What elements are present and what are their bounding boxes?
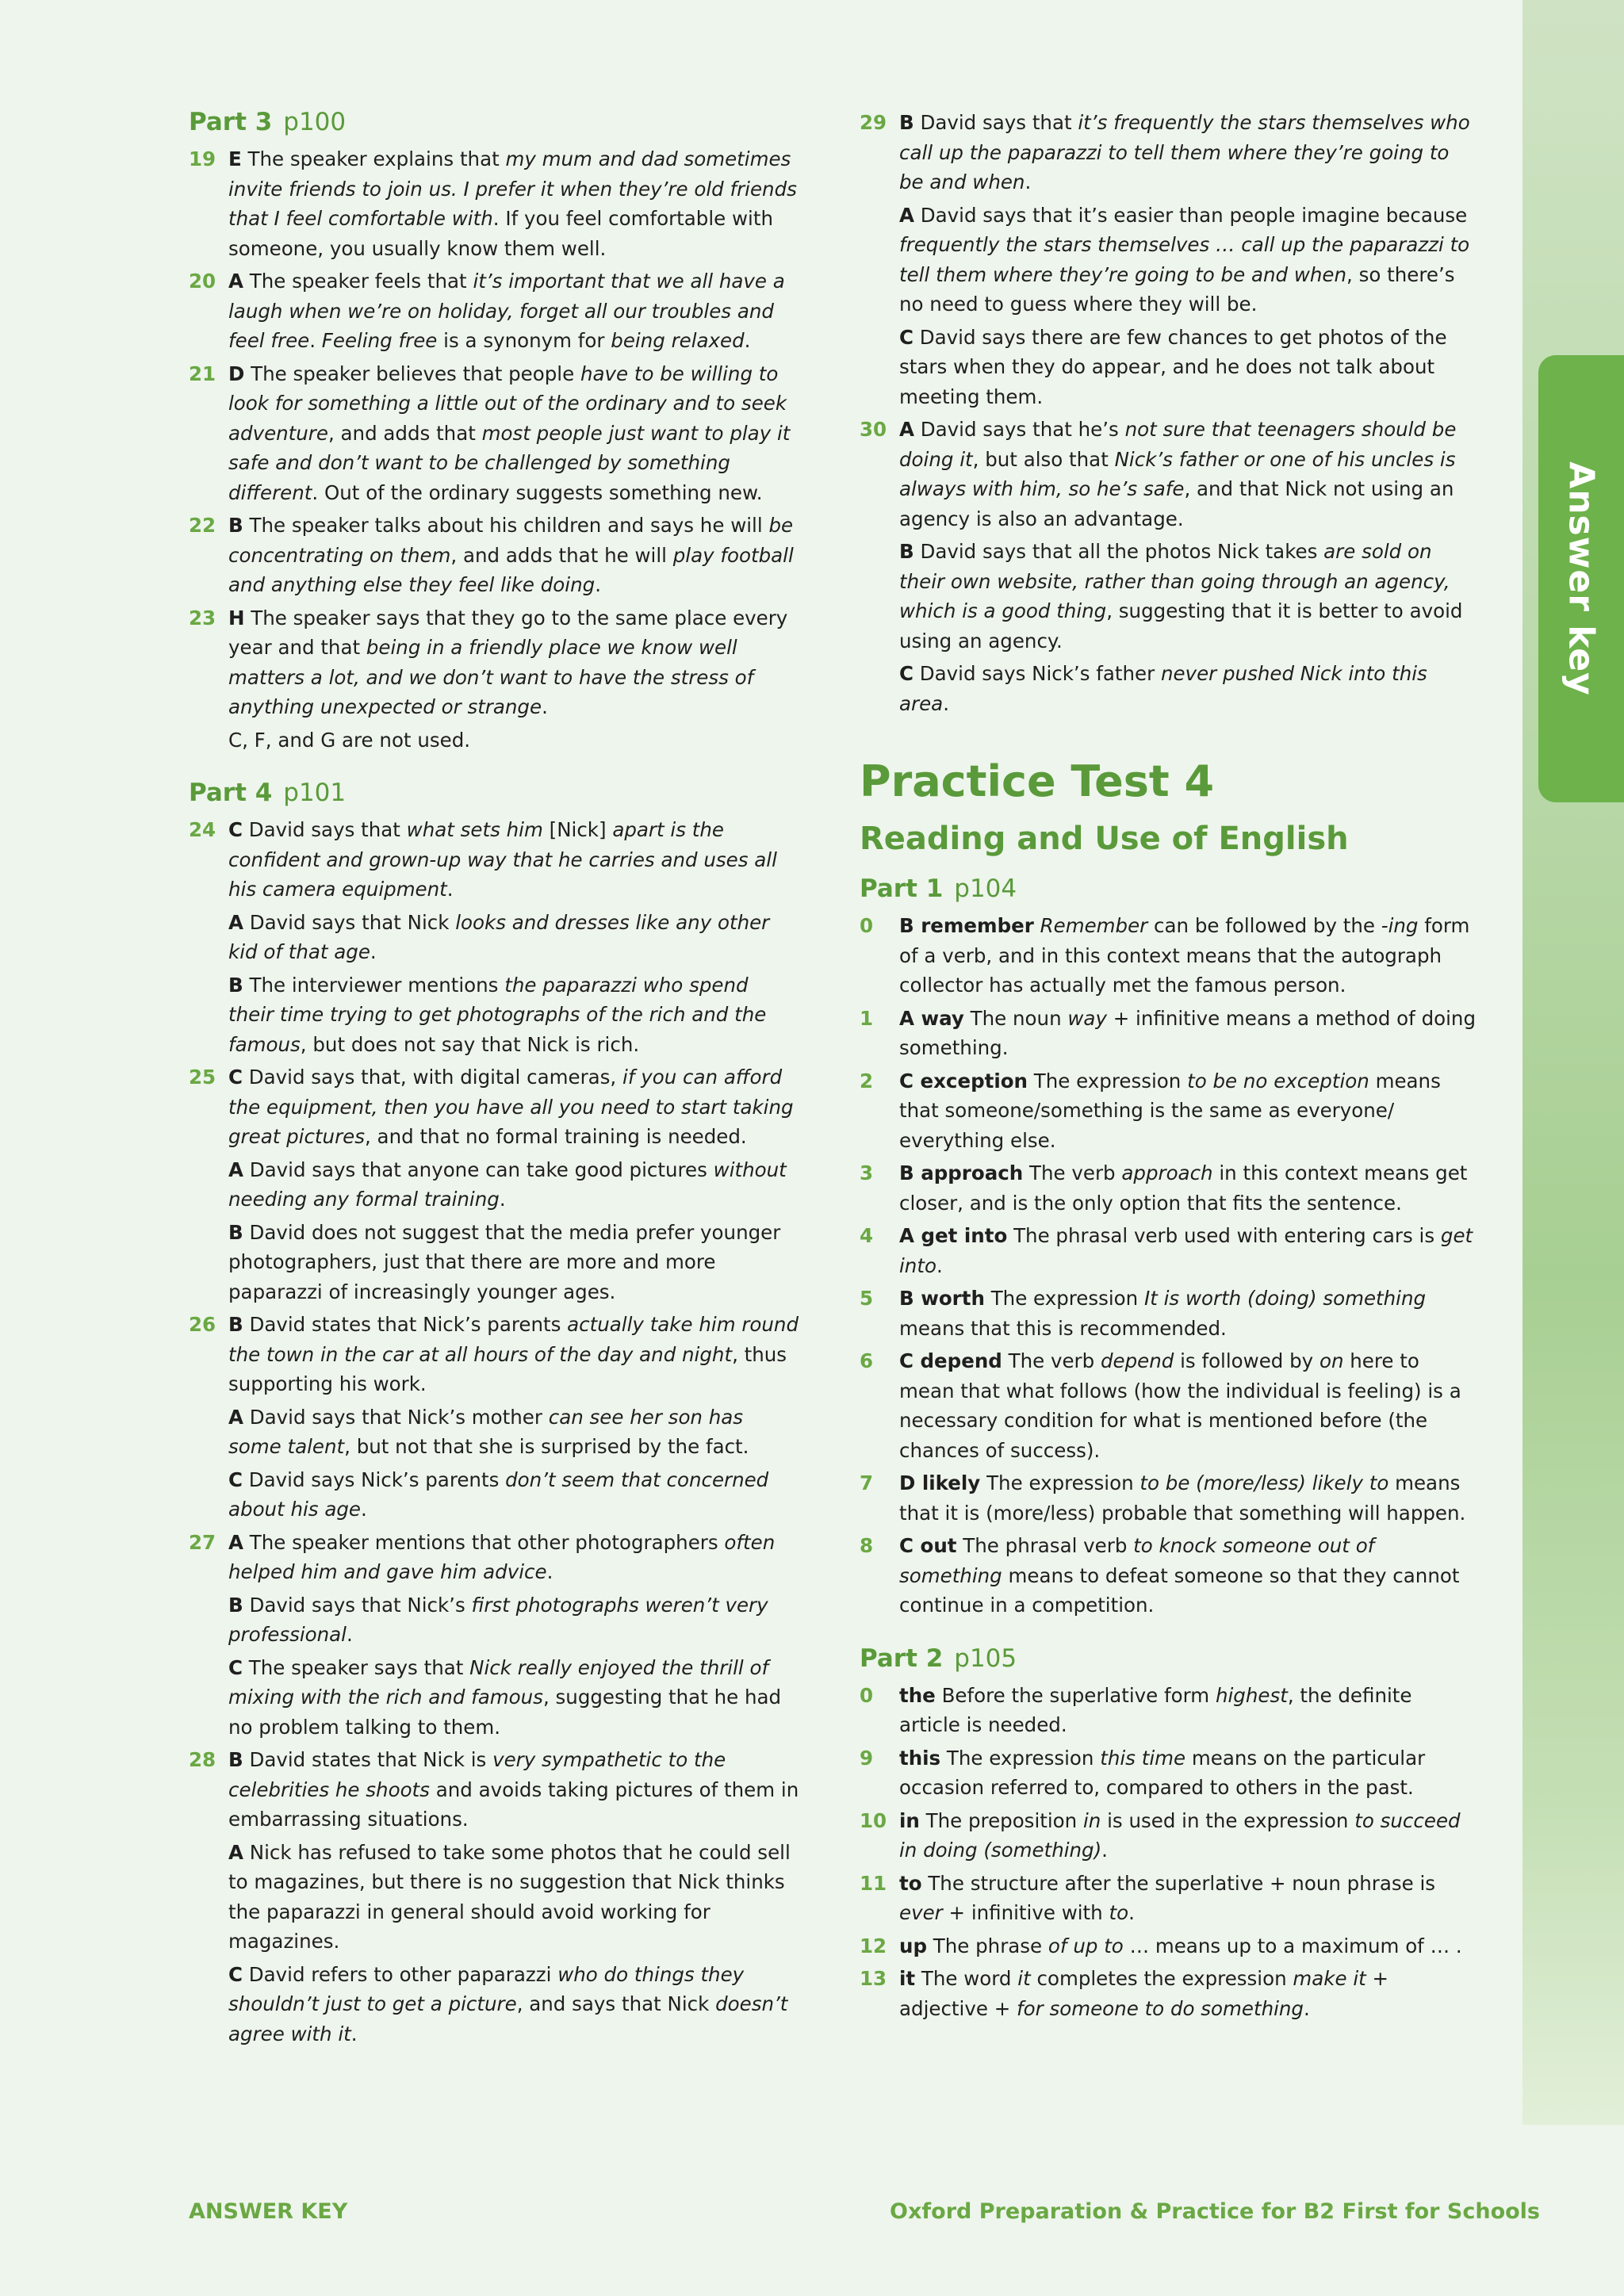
quoted-text: it	[1017, 1967, 1031, 1990]
right-column	[860, 108, 1478, 2026]
question-number: 29	[860, 111, 887, 134]
answer-text: A David says that Nick’s mother can see her son has some talent, but not that she is surprised by the fact.	[228, 1405, 749, 1458]
question-number: 5	[860, 1287, 874, 1310]
answer-item	[189, 266, 799, 359]
answer-text: C David says there are few chances to get photos of the stars when they do appear, and he does not talk about meeting them.	[899, 325, 1447, 408]
answer-item	[189, 1745, 799, 2052]
question-number: 20	[189, 270, 216, 293]
answer-letter: B approach	[899, 1161, 1024, 1184]
quoted-text: frequently the stars themselves … call up the paparazzi to tell them where they’re going to be and when	[899, 233, 1470, 286]
answer-body	[899, 1806, 1478, 1869]
quoted-text: never pushed Nick into this area	[899, 662, 1427, 715]
answer-text: it The word it completes the expression make it + adjective + for someone to do something.	[899, 1967, 1389, 2020]
answer-letter: E	[228, 147, 242, 170]
quoted-text: to succeed in doing (something)	[899, 1808, 1461, 1862]
answer-letter: up	[899, 1934, 927, 1957]
answer-letter: C depend	[899, 1349, 1002, 1372]
answer-text: C David says that, with digital cameras, if you can afford the equipment, then you have all you need to start taking great pictures, and that no formal training is needed.	[228, 1066, 794, 1148]
quoted-text: are sold on their own website, rather than going through an agency, which is a good thing	[899, 540, 1450, 622]
right-parts	[860, 874, 1478, 2026]
question-number: 8	[860, 1534, 874, 1557]
answer-letter: B	[228, 1748, 243, 1771]
question-number: 30	[860, 418, 887, 441]
quoted-text: most people just want to play it safe and don’t want to be challenged by something different	[228, 421, 791, 504]
answer-letter: the	[899, 1683, 936, 1707]
quoted-text: -ing	[1381, 914, 1419, 937]
quoted-text: Remember	[1040, 914, 1148, 937]
quoted-text: what sets him	[406, 818, 543, 841]
quoted-text: have to be willing to look for something a little out of the ordinary and to seek adventure	[228, 362, 787, 445]
answer-text: B approach The verb approach in this context means get closer, and is the only option that fits the sentence.	[899, 1161, 1468, 1215]
answer-item	[860, 1743, 1478, 1806]
answer-letter: B	[899, 540, 914, 563]
answer-body	[899, 1681, 1478, 1743]
answer-text: B worth The expression It is worth (doing) something means that this is recommended.	[899, 1287, 1427, 1340]
answer-item	[860, 1806, 1478, 1869]
part-heading	[189, 108, 799, 136]
answer-item	[860, 1158, 1478, 1221]
question-number: 28	[189, 1748, 216, 1771]
answer-letter: C	[228, 1962, 243, 1986]
quoted-text: way	[1067, 1006, 1107, 1030]
part-page: p104	[954, 874, 1017, 903]
answer-letter: C	[899, 325, 914, 349]
answer-text: the Before the superlative form highest, the definite article is needed.	[899, 1683, 1412, 1736]
quoted-text: ever	[899, 1901, 943, 1924]
answer-text: A The speaker feels that it’s important that we all have a laugh when we’re on holiday, forget all our troubles and feel free. Feeling free is a synonym for being relaxed.	[228, 270, 785, 352]
answer-letter: C	[228, 1468, 243, 1491]
question-number: 2	[860, 1069, 874, 1093]
answer-item	[860, 1931, 1478, 1965]
section-gap	[189, 758, 799, 779]
quoted-text: my mum and dad sometimes invite friends to join us. I prefer it when they’re old friends that I feel comfortable with	[228, 147, 797, 230]
quoted-text: Feeling free	[321, 329, 438, 352]
part-title: Part 3	[189, 108, 273, 136]
answer-item	[860, 1066, 1478, 1159]
question-number: 6	[860, 1349, 874, 1372]
answer-letter: C exception	[899, 1069, 1028, 1093]
answer-body	[899, 108, 1478, 415]
quoted-text: to be (more/less) likely to	[1139, 1471, 1389, 1494]
answer-text: B David does not suggest that the media prefer younger photographers, just that there are more and more paparazzi of increasingly younger ages.	[228, 1220, 781, 1303]
answer-body	[899, 1284, 1478, 1346]
answer-body	[899, 1158, 1478, 1221]
question-number: 0	[860, 1683, 874, 1707]
answer-item	[860, 1284, 1478, 1346]
answer-letter: B remember	[899, 914, 1034, 937]
answer-item	[189, 1310, 799, 1528]
quoted-text: get into	[899, 1224, 1473, 1277]
answer-body	[899, 1221, 1478, 1284]
answer-text: A David says that Nick looks and dresses like any other kid of that age.	[228, 910, 770, 963]
quoted-text: don’t seem that concerned about his age	[228, 1468, 769, 1521]
answer-body	[899, 1066, 1478, 1159]
answer-item	[860, 1869, 1478, 1931]
footer-left: ANSWER KEY	[189, 2199, 348, 2224]
quoted-text: highest	[1215, 1683, 1288, 1707]
question-number: 9	[860, 1746, 874, 1770]
quoted-text: to	[1109, 1901, 1129, 1924]
answer-text: D likely The expression to be (more/less) likely to means that it is (more/less) probable that something will happen.	[899, 1471, 1466, 1525]
answer-text: C out The phrasal verb to knock someone out of something means to defeat someone so that they cannot continue in a competition.	[899, 1534, 1460, 1617]
part-page: p105	[954, 1644, 1017, 1673]
answer-body	[899, 911, 1478, 1004]
answer-item	[189, 511, 799, 603]
answer-letter: B	[228, 1593, 243, 1617]
question-number: 1	[860, 1006, 874, 1030]
quoted-text: being in a friendly place we know well matters a lot, and we don’t want to have the stress of anything unexpected or strange	[228, 636, 754, 718]
answer-item	[860, 1468, 1478, 1531]
answer-item	[860, 1681, 1478, 1743]
answer-letter: H	[228, 606, 245, 629]
answer-key-tab	[1538, 355, 1624, 802]
answer-body	[899, 1468, 1478, 1531]
answer-text: A The speaker mentions that other photographers often helped him and gave him advice.	[228, 1530, 776, 1583]
answer-item	[189, 359, 799, 511]
answer-text: A get into The phrasal verb used with entering cars is get into.	[899, 1224, 1473, 1277]
answer-text: H The speaker says that they go to the same place every year and that being in a friendly place we know well matters a lot, and we don’t want to have the stress of anything unexpected or strange.	[228, 606, 788, 718]
answer-item	[860, 1221, 1478, 1284]
answer-letter: C	[228, 1655, 243, 1679]
answer-body	[228, 603, 799, 759]
part-heading	[189, 779, 799, 807]
answer-letter: B	[899, 111, 914, 134]
question-number: 21	[189, 362, 216, 385]
answer-body	[228, 144, 799, 266]
answer-text: A Nick has refused to take some photos that he could sell to magazines, but there is no suggestion that Nick thinks the paparazzi in general should avoid working for magazines.	[228, 1840, 791, 1953]
answer-body	[228, 1062, 799, 1310]
part-heading	[860, 874, 1478, 903]
answer-letter: A	[899, 418, 914, 441]
question-number: 3	[860, 1161, 874, 1184]
answer-body	[899, 1531, 1478, 1624]
question-number: 22	[189, 514, 216, 537]
quoted-text: often helped him and gave him advice	[228, 1530, 776, 1583]
answer-text: B David says that it’s frequently the stars themselves who call up the paparazzi to tell them where they’re going to be and when.	[899, 111, 1470, 193]
answer-body	[228, 1745, 799, 2052]
quoted-text: it’s important that we all have a laugh when we’re on holiday, forget all our troubles and feel free	[228, 270, 785, 352]
answer-body	[228, 266, 799, 359]
answer-letter: B	[228, 973, 243, 997]
answer-item	[860, 108, 1478, 415]
answer-letter: to	[899, 1871, 922, 1895]
answer-letter: A	[228, 1840, 243, 1864]
quoted-text: looks and dresses like any other kid of that age	[228, 910, 770, 963]
part-title: Part 2	[860, 1644, 944, 1673]
answer-text: B The speaker talks about his children and says he will be concentrating on them, and adds that he will play football and anything else they feel like doing.	[228, 514, 794, 596]
answer-item	[860, 1004, 1478, 1066]
answer-item	[189, 1062, 799, 1310]
answer-text: B David states that Nick is very sympathetic to the celebrities he shoots and avoids taking pictures of them in embarrassing situations.	[228, 1748, 799, 1831]
answer-text: B David states that Nick’s parents actually take him round the town in the car at all hours of the day and night, thus supporting his work.	[228, 1313, 799, 1395]
answer-body	[899, 1869, 1478, 1931]
quoted-text: not sure that teenagers should be doing it	[899, 418, 1457, 471]
answer-letter: A	[899, 203, 914, 227]
answer-letter: A	[228, 270, 243, 293]
answer-letter: B	[228, 1313, 243, 1336]
answer-text: B remember Remember can be followed by the -ing form of a verb, and in this context means that the autograph collector has actually met the famous person.	[899, 914, 1470, 997]
section-gap	[860, 1624, 1478, 1644]
part-heading	[860, 1644, 1478, 1673]
answer-letter: A	[228, 910, 243, 934]
answer-item	[860, 1531, 1478, 1624]
quoted-text: make it	[1293, 1967, 1366, 1990]
question-number: 11	[860, 1871, 887, 1895]
quoted-text: Nick’s father or one of his uncles is always with him, so he’s safe	[899, 447, 1456, 500]
quoted-text: Nick really enjoyed the thrill of mixing with the rich and famous	[228, 1655, 769, 1709]
answer-text: B David says that Nick’s first photographs weren’t very professional.	[228, 1593, 768, 1646]
question-number: 25	[189, 1066, 216, 1089]
answer-letter: C	[228, 1066, 243, 1089]
question-number: 12	[860, 1934, 887, 1957]
answer-key-tab-label: Answer key	[1561, 461, 1602, 696]
answer-letter: this	[899, 1746, 941, 1770]
answer-text: C The speaker says that Nick really enjoyed the thrill of mixing with the rich and famous, suggesting that he had no problem talking to them.	[228, 1655, 782, 1739]
quoted-text: depend	[1100, 1349, 1174, 1372]
answer-letter: A get into	[899, 1224, 1008, 1247]
answer-text: A David says that it’s easier than people imagine because frequently the stars themselves … call up the paparazzi to tell them where they’re going to be and when, so there’s no need to guess where they will be.	[899, 203, 1470, 316]
quoted-text: can see her son has some talent	[228, 1405, 744, 1458]
question-number: 19	[189, 147, 216, 170]
answer-text: C David says Nick’s parents don’t seem that concerned about his age.	[228, 1468, 769, 1521]
quoted-text: be concentrating on them	[228, 514, 794, 567]
part-page: p100	[283, 108, 347, 136]
left-column	[189, 108, 799, 2052]
answer-text: to The structure after the superlative + noun phrase is ever + infinitive with to.	[899, 1871, 1436, 1924]
quoted-text: of up to	[1048, 1934, 1124, 1957]
answer-text: E The speaker explains that my mum and dad sometimes invite friends to join us. I prefer it when they’re old friends that I feel comfortable with. If you feel comfortable with someone, you usually know them well.	[228, 147, 797, 260]
answer-letter: B	[228, 514, 243, 537]
answer-item	[189, 815, 799, 1062]
answer-letter: A	[228, 1158, 243, 1181]
answer-body	[228, 1310, 799, 1528]
quoted-text: who do things they shouldn’t just to get a picture	[228, 1962, 745, 2015]
answer-body	[899, 1346, 1478, 1468]
answer-text: B David says that all the photos Nick takes are sold on their own website, rather than going through an agency, which is a good thing, suggesting that it is better to avoid using an agency.	[899, 540, 1463, 652]
quoted-text: without needing any formal training	[228, 1158, 787, 1211]
answer-letter: C out	[899, 1534, 957, 1557]
question-number: 24	[189, 818, 216, 841]
answer-text: A way The noun way + infinitive means a method of doing something.	[899, 1006, 1476, 1059]
question-number: 10	[860, 1808, 887, 1832]
answer-body	[899, 1004, 1478, 1066]
answer-item	[860, 415, 1478, 721]
answer-letter: B	[228, 1220, 243, 1244]
answer-letter: A way	[899, 1006, 964, 1030]
quoted-text: to knock someone out of something	[899, 1534, 1375, 1587]
answer-text: A David says that he’s not sure that teenagers should be doing it, but also that Nick’s father or one of his uncles is always with him, so he’s safe, and that Nick not using an agency is also an advantage.	[899, 418, 1457, 530]
quoted-text: in	[1082, 1808, 1101, 1832]
answer-item	[189, 1528, 799, 1746]
answer-text: C, F, and G are not used.	[228, 728, 471, 752]
question-number: 27	[189, 1530, 216, 1554]
answer-text: C depend The verb depend is followed by on here to mean that what follows (how the individual is feeling) is a necessary condition for what is mentioned before (the chances of success).	[899, 1349, 1461, 1462]
quoted-text: first photographs weren’t very professional	[228, 1593, 768, 1646]
question-number: 4	[860, 1224, 874, 1247]
right-continuation	[860, 108, 1478, 721]
quoted-text: it’s frequently the stars themselves who call up the paparazzi to tell them where they’re going to be and when	[899, 111, 1470, 193]
question-number: 26	[189, 1313, 216, 1336]
decorative-side-strip	[1522, 0, 1624, 2125]
answer-item	[189, 144, 799, 266]
answer-text: this The expression this time means on the particular occasion referred to, compared to others in the past.	[899, 1746, 1426, 1799]
answer-body	[899, 415, 1478, 721]
answer-letter: D	[228, 362, 245, 385]
quoted-text: play football and anything else they feel like doing	[228, 543, 794, 596]
answer-body	[228, 359, 799, 511]
quoted-text: the paparazzi who spend their time trying to get photographs of the rich and the famous	[228, 973, 767, 1056]
answer-text: D The speaker believes that people have to be willing to look for something a little out of the ordinary and to seek adventure, and adds that most people just want to play it safe and don’t want to be challenged by something different. Out of the ordinary suggests something new.	[228, 362, 791, 504]
test-title: Practice Test 4	[860, 756, 1215, 806]
quoted-text: being relaxed	[611, 329, 745, 352]
test-subtitle: Reading and Use of English	[860, 821, 1349, 857]
question-number: 23	[189, 606, 216, 629]
quoted-text: if you can afford the equipment, then you have all you need to start taking great pictures	[228, 1066, 794, 1148]
answer-text: in The preposition in is used in the expression to succeed in doing (something).	[899, 1808, 1461, 1862]
answer-item	[860, 1964, 1478, 2026]
answer-body	[899, 1743, 1478, 1806]
answer-text: C David says Nick’s father never pushed Nick into this area.	[899, 662, 1427, 715]
quoted-text: very sympathetic to the celebrities he shoots	[228, 1748, 726, 1801]
answer-text: A David says that anyone can take good pictures without needing any formal training.	[228, 1158, 787, 1211]
quoted-text: approach	[1121, 1161, 1213, 1184]
part-title: Part 1	[860, 874, 944, 903]
footer-right: Oxford Preparation & Practice for B2 First for Schools	[890, 2199, 1540, 2224]
answer-text: up The phrase of up to … means up to a maximum of … .	[899, 1934, 1462, 1957]
answer-text: C David says that what sets him [Nick] apart is the confident and grown-up way that he carries and uses all his camera equipment.	[228, 818, 777, 901]
answer-letter: C	[899, 662, 914, 685]
answer-text: C David refers to other paparazzi who do things they shouldn’t just to get a picture, and says that Nick doesn’t agree with it.	[228, 1962, 788, 2045]
quoted-text: on	[1319, 1349, 1344, 1372]
answer-letter: C	[228, 818, 243, 841]
question-number: 0	[860, 914, 874, 937]
answer-letter: B worth	[899, 1287, 985, 1310]
quoted-text: apart is the confident and grown-up way that he carries and uses all his camera equipment	[228, 818, 777, 901]
answer-text: C exception The expression to be no exception means that someone/something is the same as everyone/ everything else.	[899, 1069, 1441, 1152]
answer-letter: D likely	[899, 1471, 981, 1494]
answer-letter: it	[899, 1967, 916, 1990]
question-number: 7	[860, 1471, 874, 1494]
quoted-text: this time	[1100, 1746, 1186, 1770]
answer-item	[189, 603, 799, 759]
quoted-text: doesn’t agree with it	[228, 1992, 788, 2045]
quoted-text: It is worth (doing) something	[1144, 1287, 1427, 1310]
answer-item	[860, 911, 1478, 1004]
question-number: 13	[860, 1967, 887, 1990]
part-page: p101	[283, 779, 347, 807]
answer-letter: A	[228, 1405, 243, 1429]
answer-letter: A	[228, 1530, 243, 1554]
answer-body	[899, 1964, 1478, 2026]
answer-body	[228, 511, 799, 603]
answer-text: B The interviewer mentions the paparazzi who spend their time trying to get photographs of the rich and the famous, but does not say that Nick is rich.	[228, 973, 767, 1056]
part-title: Part 4	[189, 779, 273, 807]
quoted-text: actually take him round the town in the car at all hours of the day and night	[228, 1313, 799, 1366]
answer-body	[228, 1528, 799, 1746]
quoted-text: for someone to do something	[1017, 1996, 1304, 2020]
answer-item	[860, 1346, 1478, 1468]
answer-body	[899, 1931, 1478, 1965]
answer-letter: in	[899, 1808, 920, 1832]
quoted-text: to be no exception	[1187, 1069, 1369, 1093]
answer-body	[228, 815, 799, 1062]
